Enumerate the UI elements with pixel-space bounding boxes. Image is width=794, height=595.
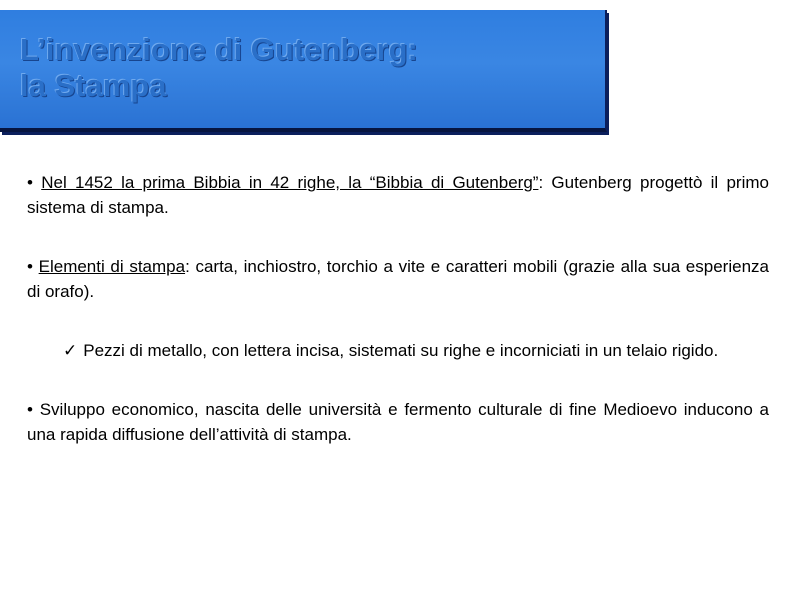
slide-title [20,32,418,104]
bullet-icon: • [27,257,33,276]
bullet-paragraph-3 [27,397,769,447]
bullet-icon: • [27,400,33,419]
checkmark-icon: ✓ [63,341,78,360]
slide-body [27,170,769,481]
slide-title-line-1: L’invenzione di Gutenberg: [20,32,418,67]
bullet-3-text: Sviluppo economico, nascita delle università e fermento culturale di fine Medioevo inducono a una rapida diffusione dell’attività di stampa. [27,400,769,444]
bullet-icon: • [27,173,33,192]
bullet-paragraph-1 [27,170,769,220]
bullet-1-link[interactable]: Nel 1452 la prima Bibbia in 42 righe, la “Bibbia di Gutenberg” [41,173,539,192]
check-paragraph [63,338,769,363]
slide-title-line-2: la Stampa [20,68,167,103]
bullet-2-text: : carta, inchiostro, torchio a vite e caratteri mobili (grazie alla sua esperienza di orafo). [27,257,769,301]
bullet-paragraph-2 [27,254,769,304]
bullet-1-text: : Gutenberg progettò il primo sistema di stampa. [27,173,769,217]
check-text: Pezzi di metallo, con lettera incisa, sistemati su righe e incorniciati in un telaio rigido. [83,341,719,360]
title-banner [0,10,607,132]
bullet-2-link[interactable]: Elementi di stampa [38,257,186,276]
